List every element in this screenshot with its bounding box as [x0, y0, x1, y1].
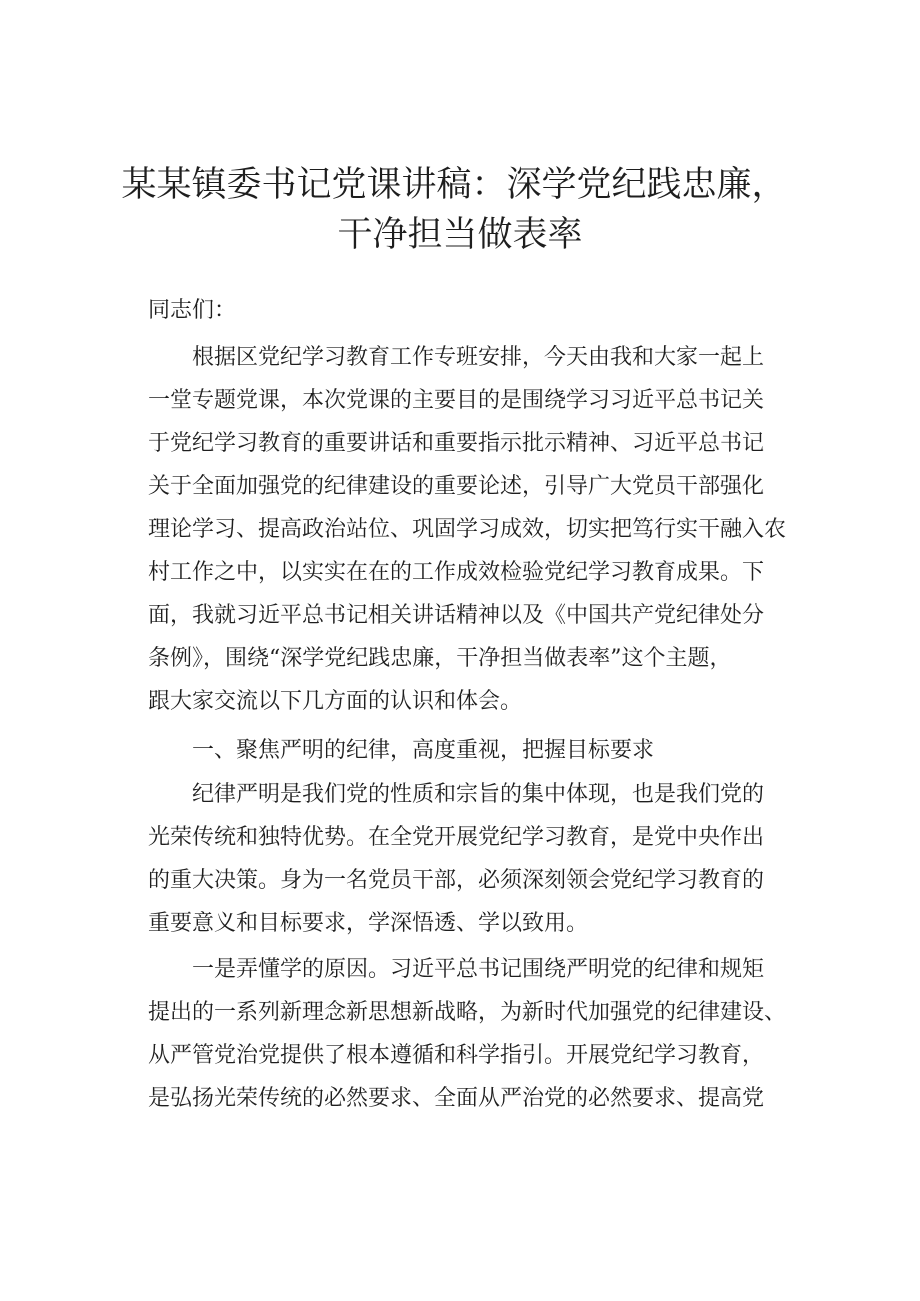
- paragraph-line: 是弘扬光荣传统的必然要求、全面从严治党的必然要求、提高党: [148, 1086, 765, 1111]
- paragraph-line: 于党纪学习教育的重要讲话和重要指示批示精神、习近平总书记: [148, 431, 765, 456]
- paragraph-line: 一是弄懂学的原因。习近平总书记围绕严明党的纪律和规矩: [192, 957, 765, 982]
- paragraph-line: 理论学习、提高政治站位、巩固学习成效，切实把笃行实干融入农: [148, 517, 787, 542]
- paragraph-line: 村工作之中，以实实在在的工作成效检验党纪学习教育成果。下: [148, 560, 765, 585]
- paragraph-line: 重要意义和目标要求，学深悟透、学以致用。: [148, 911, 589, 936]
- document-title: [0, 160, 920, 260]
- title-line-1: 某某镇委书记党课讲稿：深学党纪践忠廉，: [121, 165, 787, 205]
- paragraph-line: 根据区党纪学习教育工作专班安排，今天由我和大家一起上: [192, 345, 765, 370]
- paragraph-line: 条例》，围绕“深学党纪践忠廉，干净担当做表率”这个主题，: [148, 646, 732, 671]
- paragraph-line: 跟大家交流以下几方面的认识和体会。: [148, 689, 523, 714]
- paragraph-line: 的重大决策。身为一名党员干部，必须深刻领会党纪学习教育的: [148, 868, 765, 893]
- section-heading: 一、聚焦严明的纪律，高度重视，把握目标要求: [192, 738, 655, 763]
- paragraph-line: 关于全面加强党的纪律建设的重要论述，引导广大党员干部强化: [148, 474, 765, 499]
- paragraph-line: 纪律严明是我们党的性质和宗旨的集中体现，也是我们党的: [192, 782, 765, 807]
- salutation: 同志们：: [148, 298, 237, 323]
- paragraph-line: 面，我就习近平总书记相关讲话精神以及《中国共产党纪律处分: [148, 603, 765, 628]
- title-line-2: 干净担当做表率: [337, 215, 583, 255]
- paragraph-line: 一堂专题党课，本次党课的主要目的是围绕学习习近平总书记关: [148, 388, 765, 413]
- paragraph-line: 从严管党治党提供了根本遵循和科学指引。开展党纪学习教育，: [148, 1043, 765, 1068]
- paragraph-line: 提出的一系列新理念新思想新战略，为新时代加强党的纪律建设、: [148, 1000, 787, 1025]
- paragraph-line: 光荣传统和独特优势。在全党开展党纪学习教育，是党中央作出: [148, 825, 765, 850]
